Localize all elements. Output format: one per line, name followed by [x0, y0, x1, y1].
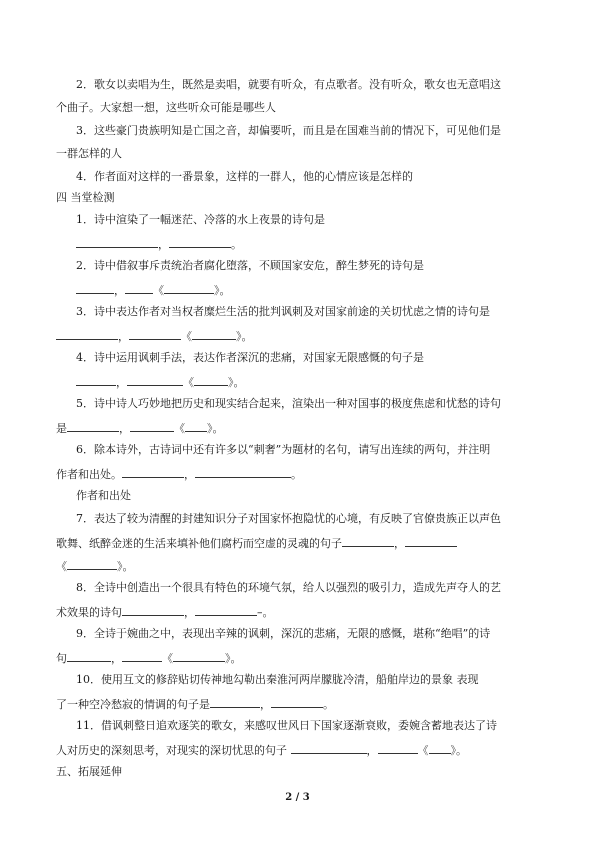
text-line: [56, 420, 224, 436]
text-span: 歌舞、纸醉金迷的生活来填补他们腐朽而空虚的灵魂的句子: [56, 537, 342, 550]
text-span: 《: [181, 330, 192, 343]
answer-blank[interactable]: [130, 420, 174, 432]
text-span: 《: [174, 422, 185, 435]
text-line: [76, 170, 413, 184]
text-span: 四 当堂检测: [56, 191, 115, 204]
text-span: 句: [56, 652, 67, 665]
text-span: 8．全诗中创造出一个很具有特色的环境气氛，给人以强烈的吸引力，造成先声夺人的艺: [76, 581, 501, 594]
text-line: [56, 742, 467, 758]
text-span: 2．诗中借叙事斥责统治者腐化堕落，不顾国家安危，醉生梦死的诗句是: [76, 259, 424, 272]
text-line: [56, 147, 122, 161]
text-span: 》。: [225, 652, 242, 665]
answer-blank[interactable]: [291, 742, 367, 754]
text-line: [76, 351, 424, 365]
text-span: 人对历史的深刻思考，对现实的深切忧思的句子: [56, 744, 291, 757]
text-line: [56, 191, 115, 205]
text-span: 《: [153, 284, 164, 297]
text-line: [56, 558, 134, 574]
answer-blank[interactable]: [129, 328, 181, 340]
text-line: [56, 101, 276, 115]
text-span: 》。: [117, 560, 134, 573]
text-line: [76, 673, 479, 687]
text-span: 作者和出处: [76, 489, 131, 502]
text-line: [76, 627, 490, 641]
text-line: [76, 78, 501, 92]
text-line: [76, 489, 131, 503]
text-span: 五、拓展延伸: [56, 765, 122, 778]
answer-blank[interactable]: [122, 466, 184, 478]
answer-blank[interactable]: [429, 742, 451, 754]
text-span: 4．诗中运用讽刺手法，表达作者深沉的悲痛，对国家无限感慨的句子是: [76, 351, 424, 364]
text-line: [56, 650, 242, 666]
text-line: [56, 328, 253, 344]
text-span: 了一种空冷愁寂的情调的句子是: [56, 698, 210, 711]
answer-blank[interactable]: [76, 374, 116, 386]
text-span: ，: [118, 330, 129, 343]
answer-blank[interactable]: [185, 420, 207, 432]
text-span: 》。: [450, 744, 467, 757]
text-span: 《: [162, 652, 173, 665]
answer-blank[interactable]: [195, 604, 257, 616]
answer-blank[interactable]: [194, 374, 228, 386]
text-line: [56, 696, 334, 712]
text-span: 《: [56, 560, 67, 573]
text-line: [76, 236, 242, 252]
text-span: 》。: [214, 284, 231, 297]
text-line: [76, 305, 490, 319]
answer-blank[interactable]: [192, 328, 236, 340]
text-line: [76, 124, 501, 138]
text-span: –。: [257, 606, 274, 619]
text-span: 《: [417, 744, 429, 757]
text-span: 5．诗中诗人巧妙地把历史和现实结合起来，渲染出一种对国事的极度焦虑和忧愁的诗句: [76, 397, 501, 410]
answer-blank[interactable]: [56, 328, 118, 340]
answer-blank[interactable]: [122, 650, 162, 662]
text-line: [76, 443, 490, 457]
answer-blank[interactable]: [378, 742, 418, 754]
text-span: ，: [260, 698, 271, 711]
text-span: ，: [184, 606, 195, 619]
text-span: 3．诗中表达作者对当权者糜烂生活的批判讽刺及对国家前途的关切忧虑之情的诗句是: [76, 305, 490, 318]
text-span: 》。: [207, 422, 224, 435]
text-span: 4．作者面对这样的一番景象，这样的一群人，他的心情应该是怎样的: [76, 170, 413, 183]
text-span: 1．诗中渲染了一幅迷茫、冷落的水上夜景的诗句是: [76, 213, 325, 226]
text-span: ，: [114, 284, 125, 297]
answer-blank[interactable]: [164, 282, 214, 294]
text-span: ，: [366, 744, 378, 757]
text-line: [76, 397, 501, 411]
text-span: 一群怎样的人: [56, 147, 122, 160]
text-span: ，: [158, 238, 169, 251]
answer-blank[interactable]: [125, 282, 153, 294]
text-span: 《: [183, 376, 194, 389]
text-line: [76, 374, 245, 390]
text-span: 。: [291, 468, 302, 481]
text-line: [76, 512, 501, 526]
answer-blank[interactable]: [271, 696, 323, 708]
text-span: 11．借讽刺整日追欢逐笑的歌女，来感叹世风日下国家逐渐衰败，委婉含蓄地表达了诗: [76, 719, 497, 732]
text-line: [56, 466, 302, 482]
text-span: 。: [323, 698, 334, 711]
text-line: [76, 282, 231, 298]
text-span: ，: [111, 652, 122, 665]
text-span: 是: [56, 422, 67, 435]
text-span: 》。: [236, 330, 253, 343]
answer-blank[interactable]: [67, 650, 111, 662]
answer-blank[interactable]: [76, 236, 158, 248]
text-span: 个曲子。大家想一想，这些听众可能是哪些人: [56, 101, 276, 114]
answer-blank[interactable]: [67, 420, 119, 432]
text-span: 7．表达了较为清醒的封建知识分子对国家怀抱隐忧的心境，有反映了官僚贵族正以声色: [76, 512, 501, 525]
answer-blank[interactable]: [67, 558, 117, 570]
text-line: [56, 765, 122, 779]
text-line: [76, 213, 325, 227]
text-line: [56, 604, 274, 620]
text-line: [76, 581, 501, 595]
answer-blank[interactable]: [210, 696, 260, 708]
text-span: ，: [394, 537, 405, 550]
answer-blank[interactable]: [173, 650, 225, 662]
text-span: 2．歌女以卖唱为生，既然是卖唱，就要有听众，有点歌者。没有听众，歌女也无意唱这: [76, 78, 501, 91]
answer-blank[interactable]: [76, 282, 114, 294]
text-span: 10．使用互文的修辞贴切传神地勾勒出秦淮河两岸朦胧冷清，船舶岸边的景象 表现: [76, 673, 479, 686]
answer-blank[interactable]: [405, 535, 457, 547]
text-span: 9．全诗于婉曲之中，表现出辛辣的讽刺，深沉的悲痛，无限的感慨，堪称“绝唱”的诗: [76, 627, 491, 640]
answer-blank[interactable]: [195, 466, 291, 478]
answer-blank[interactable]: [122, 604, 184, 616]
text-span: 。: [231, 238, 242, 251]
text-span: 6．除本诗外，古诗词中还有许多以“刺奢”为题材的名句，请写出连续的两句，并注明: [76, 443, 491, 456]
answer-blank[interactable]: [169, 236, 231, 248]
text-line: [76, 259, 424, 273]
text-line: [76, 719, 497, 733]
text-span: 》。: [228, 376, 245, 389]
text-span: ，: [119, 422, 130, 435]
text-span: 作者和出处。: [56, 468, 122, 481]
answer-blank[interactable]: [342, 535, 394, 547]
page-number: 2 / 3: [285, 792, 310, 803]
text-span: ，: [116, 376, 127, 389]
text-span: ，: [184, 468, 195, 481]
text-line: [56, 535, 457, 551]
text-span: 3．这些豪门贵族明知是亡国之音，却偏要听，而且是在国难当前的情况下，可见他们是: [76, 124, 501, 137]
answer-blank[interactable]: [127, 374, 183, 386]
text-span: 术效果的诗句: [56, 606, 122, 619]
